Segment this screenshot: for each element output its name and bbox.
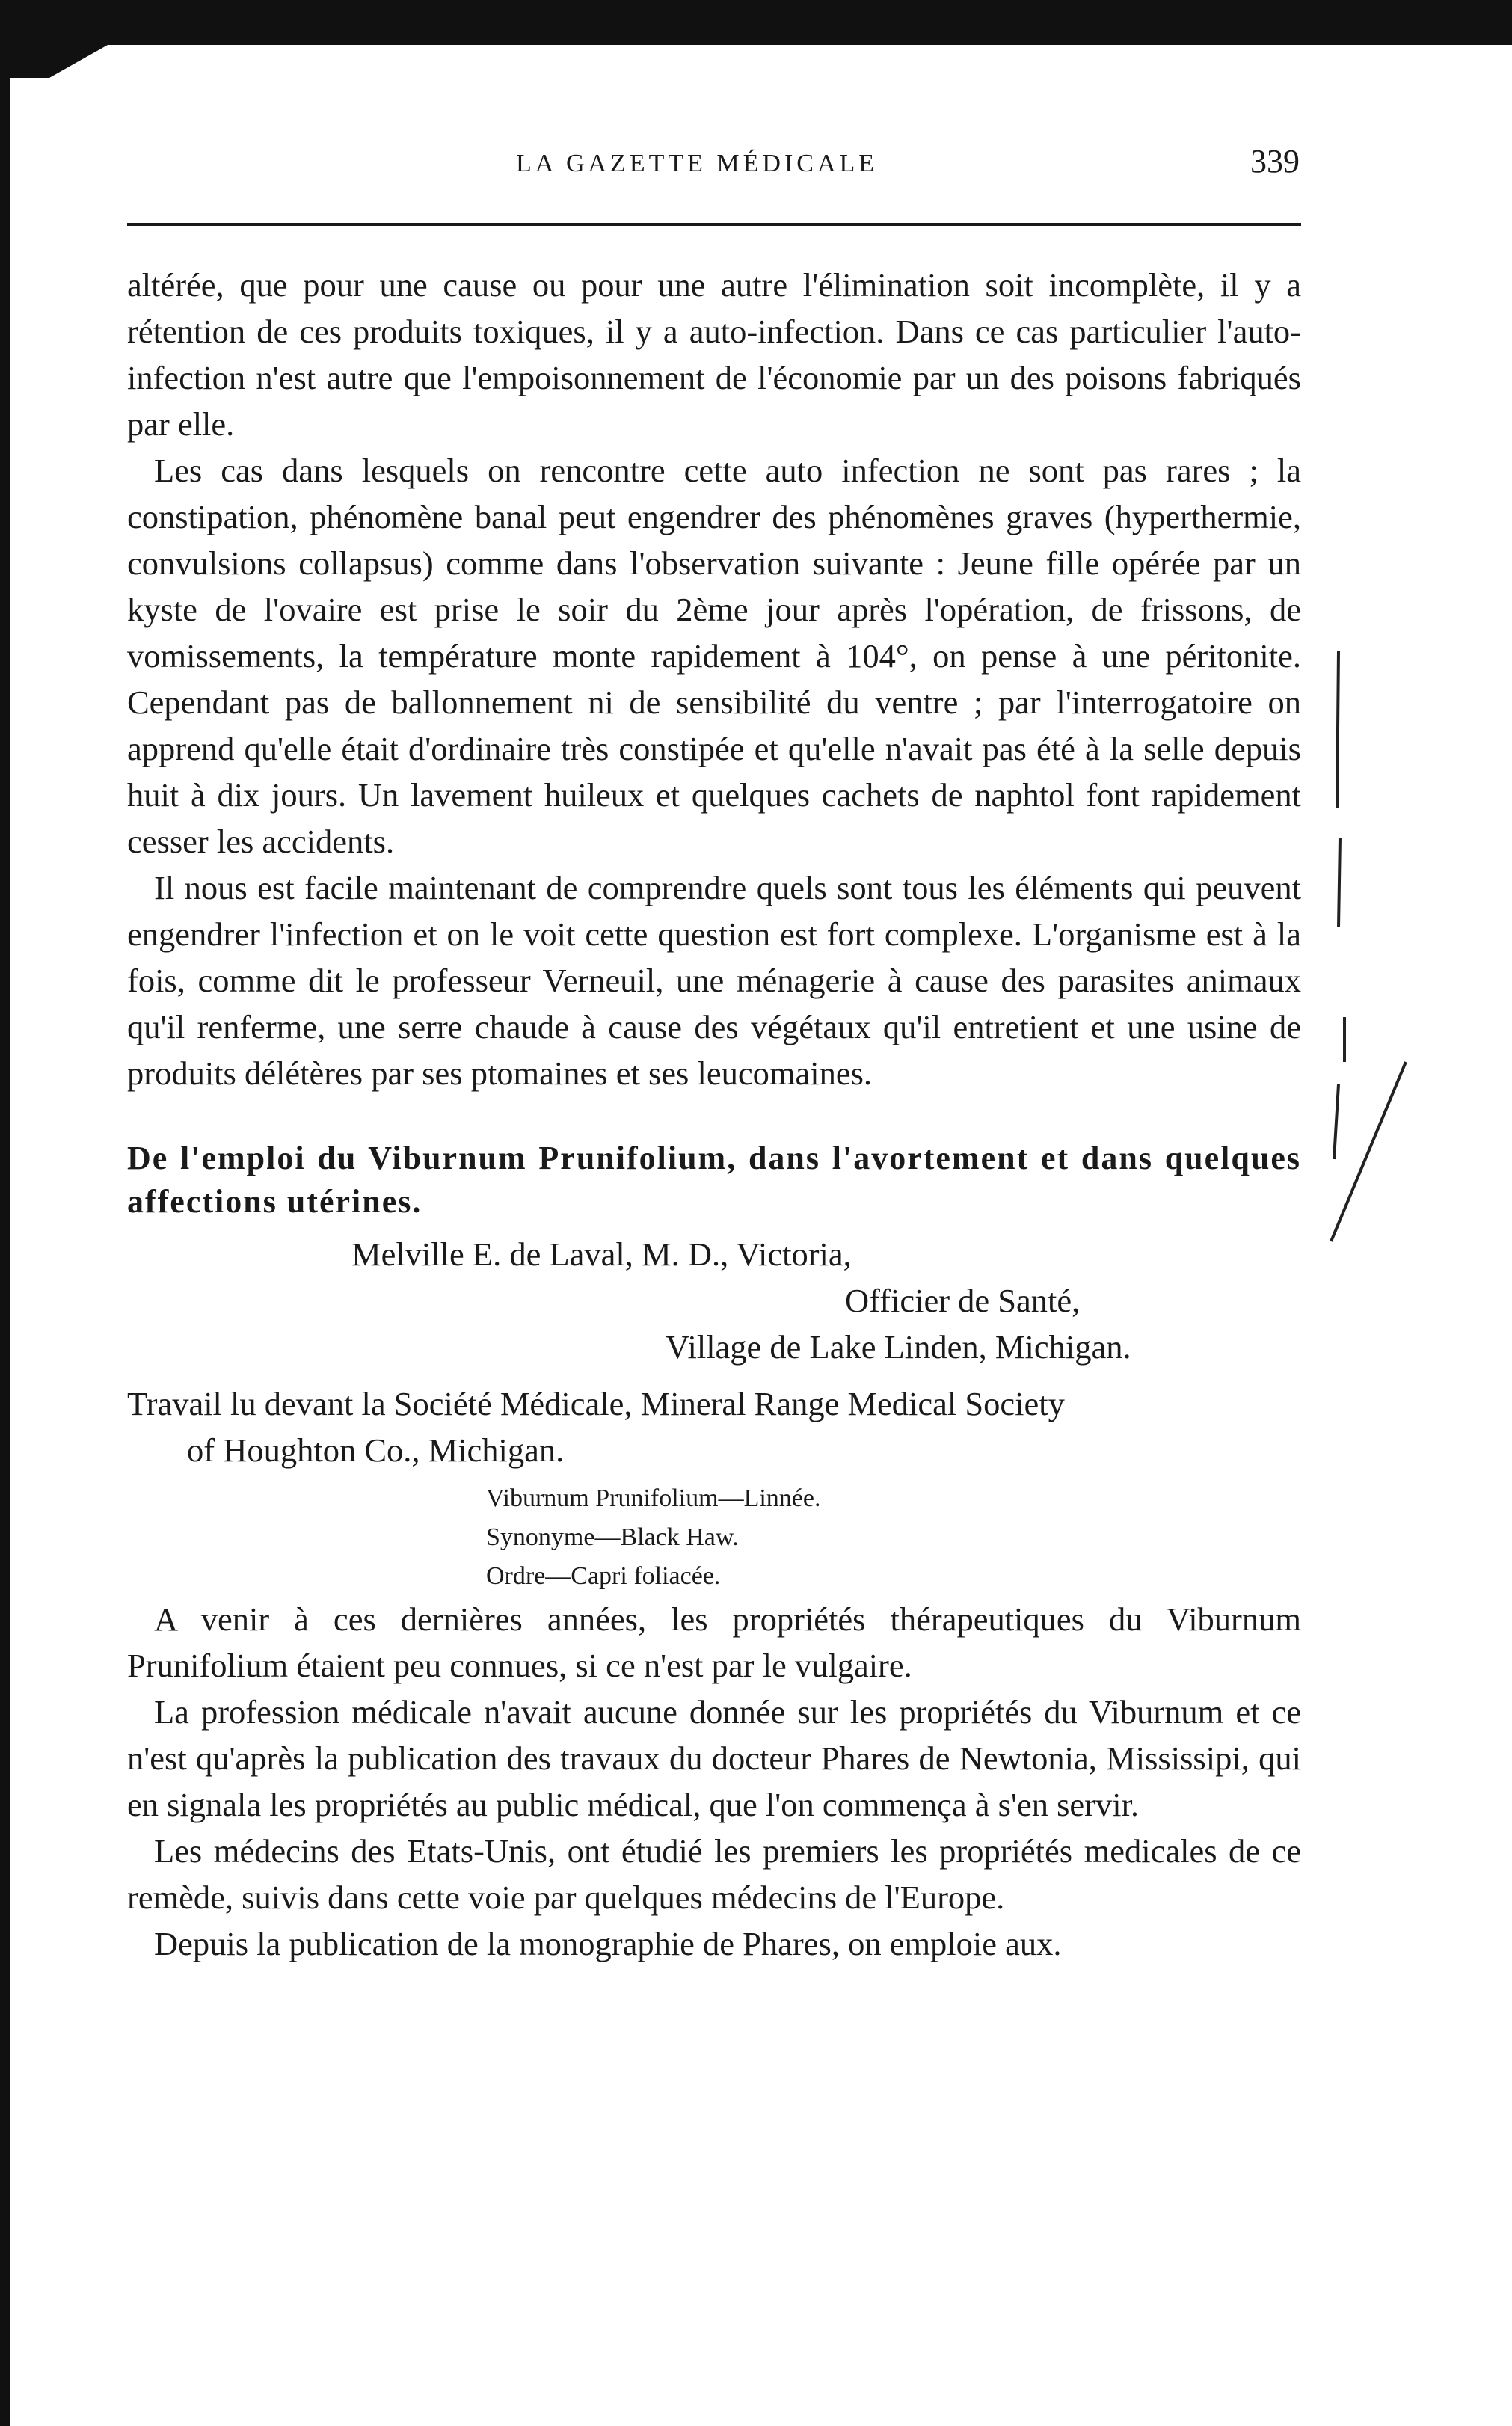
author-title: Officier de Santé, [845,1282,1081,1319]
page [127,135,1301,1962]
read-before-line: Travail lu devant la Société Médicale, Mineral Range Medical Society [127,1385,1065,1422]
scan-border-top [0,0,1512,45]
paragraph: Il nous est facile maintenant de comprendre quels sont tous les éléments qui peuvent engendrer l'infection et on le voit cette question est fort complexe. L'organisme est à la fois, comme dit le professeur Verneuil, une ménagerie à cause des parasites animaux qu'il renferme, une serre chaude à cause des végétaux qu'il entretient et une usine de produits délétères par ses ptomaines et ses leucomaines. [127,869,1301,1092]
header-rule [127,223,1301,226]
scan-corner-shadow [10,45,108,78]
article-title: De l'emploi du Viburnum Prunifolium, dans l'avortement et dans quelques affections utérines. [127,1140,1301,1220]
synonym-line: Ordre—Capri foliacée. [486,1562,721,1590]
paragraph: Les médecins des Etats-Unis, ont étudié les premiers les propriétés medicales de ce remède, suivis dans cette voie par quelques médecins de l'Europe. [127,1832,1301,1916]
page-header [127,135,1301,194]
read-before-note [127,1381,1301,1473]
margin-pencil-slash [1331,1062,1406,1241]
scan-border-left [0,45,10,2426]
running-head: LA GAZETTE MÉDICALE [516,150,879,177]
synonym-line: Synonyme—Black Haw. [486,1523,739,1551]
article-author-block [127,1231,1301,1370]
author-location: Village de Lake Linden, Michigan. [666,1328,1131,1366]
paragraph: Depuis la publication de la monographie de Phares, on emploie aux. [154,1925,1062,1962]
author-name: Melville E. de Laval, M. D., Victoria, [351,1235,852,1273]
page-number: 339 [1250,143,1300,179]
paragraph: altérée, que pour une cause ou pour une autre l'élimination soit incomplète, il y a rétention de ces produits toxiques, il y a auto-infection. Dans ce cas particulier l'auto-infection n'est autre que l'empoisonnement de l'économie par un des poisons fabriqués par elle. [127,266,1301,443]
margin-pencil-line [1334,651,1344,1159]
read-before-line: of Houghton Co., Michigan. [187,1431,565,1469]
paragraph: Les cas dans lesquels on rencontre cette auto infection ne sont pas rares ; la constipation, phénomène banal peut engendrer des phénomènes graves (hyperthermie, convulsions collapsus) comme dans l'observation suivante : Jeune fille opérée par un kyste de l'ovaire est prise le soir du 2ème jour après l'opération, de frissons, de vomissements, la température monte rapidement à 104°, on pense à une péritonite. Cependant pas de ballonnement ni de sensibilité du ventre ; par l'interrogatoire on apprend qu'elle était d'ordinaire très constipée et qu'elle n'avait pas été à la selle depuis huit à dix jours. Un lavement huileux et quelques cachets de naphtol font rapidement cesser les accidents. [127,452,1301,860]
paragraph: A venir à ces dernières années, les propriétés thérapeutiques du Viburnum Prunifolium étaient peu connues, si ce n'est par le vulgaire. [127,1600,1301,1684]
synonyms-block [127,1479,1301,1596]
synonym-line: Viburnum Prunifolium—Linnée. [486,1484,821,1512]
page-body [127,262,1301,1967]
margin-pencil-marks [1324,643,1413,1256]
paragraph: La profession médicale n'avait aucune donnée sur les propriétés du Viburnum et ce n'est qu'après la publication des travaux du docteur Phares de Newtonia, Mississipi, qui en signala les propriétés au public médical, que l'on commença à s'en servir. [127,1693,1301,1823]
